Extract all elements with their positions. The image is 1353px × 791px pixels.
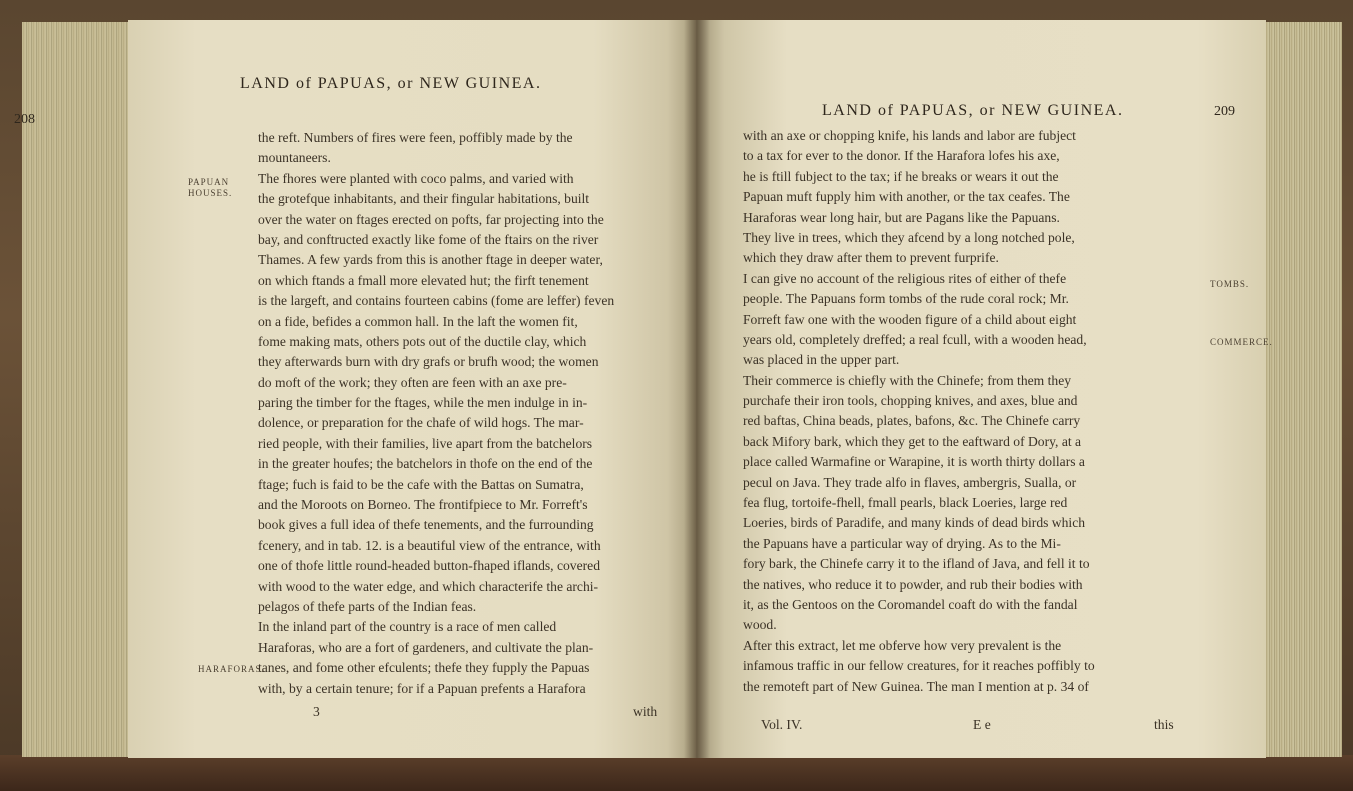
text-line: over the water on ftages erected on pofts, far projecting into the: [258, 211, 604, 227]
text-line: it, as the Gentoos on the Coromandel coaft do with the fandal: [743, 596, 1078, 612]
text-line: on which ftands a fmall more elevated hut; the firft tenement: [258, 272, 589, 288]
text-line: ried people, with their families, live apart from the batchelors: [258, 435, 593, 451]
text-line: in the greater houfes; the batchelors in thofe on the end of the: [258, 456, 593, 472]
text-line: infamous traffic in our fellow creatures, for it reaches poffibly to: [743, 658, 1095, 674]
right-running-head: LAND of PAPUAS, or NEW GUINEA.: [822, 102, 1124, 119]
right-page-edges: [1260, 22, 1342, 757]
text-line: pelagos of thefe parts of the Indian feas.: [258, 598, 477, 614]
text-line: After this extract, let me obferve how very prevalent is the: [743, 637, 1062, 653]
text-line: ftage; fuch is faid to be the cafe with the Battas on Sumatra,: [258, 476, 584, 492]
text-line: book gives a full idea of thefe tenements, and the furrounding: [258, 517, 594, 533]
text-line: with, by a certain tenure; for if a Papuan prefents a Harafora: [258, 680, 586, 696]
text-line: I can give no account of the religious rites of either of thefe: [743, 270, 1067, 286]
text-line: Thames. A few yards from this is another ftage in deeper water,: [258, 252, 603, 268]
text-line: tanes, and fome other efculents; thefe they fupply the Papuas: [258, 660, 590, 676]
right-volume: Vol. IV.: [761, 717, 803, 732]
left-body-text: [258, 128, 614, 699]
text-line: purchafe their iron tools, chopping knives, and axes, blue and: [743, 393, 1078, 409]
text-line: wood.: [743, 617, 777, 633]
text-line: with wood to the water edge, and which characterife the archi-: [258, 578, 599, 594]
text-line: Papuan muft fupply him with another, or the tax ceafes. The: [743, 189, 1070, 205]
text-line: red baftas, China beads, plates, bafons, &c. The Chinefe carry: [743, 413, 1081, 429]
text-line: they afterwards burn with dry grafs or brufh wood; the women: [258, 354, 599, 370]
text-line: fea flug, tortoife-fhell, fmall pearls, black Loeries, large red: [743, 495, 1068, 511]
text-line: Haraforas wear long hair, but are Pagans like the Papuans.: [743, 209, 1060, 225]
text-line: fome making mats, others pots out of the ductile clay, which: [258, 333, 587, 349]
left-page-edges: [22, 22, 140, 757]
text-line: mountaneers.: [258, 150, 331, 166]
text-line: was placed in the upper part.: [743, 352, 900, 368]
right-catchword: this: [1154, 717, 1174, 732]
text-line: to a tax for ever to the donor. If the Harafora lofes his axe,: [743, 148, 1060, 164]
text-line: back Mifory bark, which they get to the eaftward of Dory, at a: [743, 433, 1082, 449]
text-line: on a fide, befides a common hall. In the laft the women fit,: [258, 313, 578, 329]
text-line: place called Warmafine or Warapine, it is worth thirty dollars a: [743, 454, 1085, 470]
book-cover-bottom: [0, 755, 1353, 791]
text-line: Haraforas, who are a fort of gardeners, and cultivate the plan-: [258, 639, 594, 655]
text-line: one of thofe little round-headed button-fhaped iflands, covered: [258, 558, 600, 574]
left-running-head: LAND of PAPUAS, or NEW GUINEA.: [240, 75, 542, 92]
right-page-number: 209: [1214, 104, 1235, 119]
text-line: fcenery, and in tab. 12. is a beautiful view of the entrance, with: [258, 537, 601, 553]
text-line: The fhores were planted with coco palms, and varied with: [258, 170, 574, 186]
text-line: the Papuans have a particular way of drying. As to the Mi-: [743, 535, 1061, 551]
text-line: do moft of the work; they often are feen with an axe pre-: [258, 374, 567, 390]
left-catchword: with: [633, 704, 658, 719]
text-line: with an axe or chopping knife, his lands and labor are fubject: [743, 128, 1076, 143]
text-line: Loeries, birds of Paradife, and many kinds of dead birds which: [743, 515, 1086, 531]
text-line: which they draw after them to prevent furprife.: [743, 250, 999, 266]
text-line: In the inland part of the country is a race of men called: [258, 619, 557, 635]
text-line: paring the timber for the ftages, while the men indulge in in-: [258, 395, 588, 411]
margin-note-tombs: TOMBS.: [1210, 279, 1250, 289]
left-page-number: 208: [14, 112, 35, 127]
right-body-text: [743, 126, 1095, 697]
text-line: the grotefque inhabitants, and their fingular habitations, built: [258, 191, 590, 207]
text-line: the remoteft part of New Guinea. The man I mention at p. 34 of: [743, 678, 1089, 694]
text-line: the natives, who reduce it to powder, and rub their bodies with: [743, 576, 1083, 592]
margin-note-papuan-houses: PAPUAN HOUSES.: [188, 177, 233, 198]
text-line: Forreft faw one with the wooden figure of a child about eight: [743, 311, 1077, 327]
margin-note-haraforas: HARAFORAS.: [198, 664, 265, 674]
text-line: people. The Papuans form tombs of the rude coral rock; Mr.: [743, 291, 1069, 307]
text-line: pecul on Java. They trade alfo in flaves, ambergris, Sualla, or: [743, 474, 1077, 490]
text-line: years old, completely dreffed; a real fcull, with a wooden head,: [743, 331, 1087, 347]
text-line: dolence, or preparation for the chafe of wild hogs. The mar-: [258, 415, 584, 431]
text-line: and the Moroots on Borneo. The frontifpiece to Mr. Forreft's: [258, 497, 588, 513]
text-line: Their commerce is chiefly with the Chinefe; from them they: [743, 372, 1072, 388]
margin-note-commerce: COMMERCE.: [1210, 337, 1273, 347]
text-line: he is ftill fubject to the tax; if he breaks or wears it out the: [743, 168, 1059, 184]
left-signature: 3: [313, 704, 320, 719]
text-line: fory bark, the Chinefe carry it to the ifland of Java, and fell it to: [743, 556, 1090, 572]
left-page: [14, 20, 696, 758]
text-line: They live in trees, which they afcend by a long notched pole,: [743, 229, 1075, 245]
text-line: is the largeft, and contains fourteen cabins (fome are leffer) feven: [258, 293, 615, 309]
right-page: [696, 20, 1273, 758]
book-gutter-shadow: [684, 20, 710, 758]
text-line: the reft. Numbers of fires were feen, poffibly made by the: [258, 130, 573, 145]
text-line: bay, and conftructed exactly like fome of the ftairs on the river: [258, 231, 599, 247]
right-signature: E e: [973, 717, 991, 732]
